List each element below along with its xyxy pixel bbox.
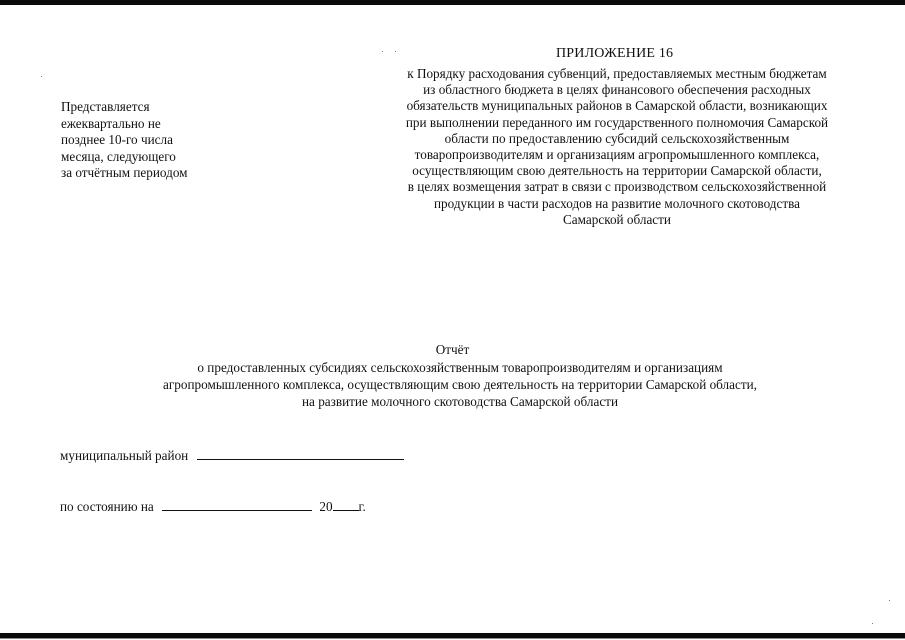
top-border-line (0, 0, 905, 5)
appendix-line: продукции в части расходов на развитие молочного скотоводства (433, 195, 801, 211)
appendix-line: в целях возмещения затрат в связи с производством сельскохозяйственной (407, 179, 827, 195)
report-title: Отчёт (435, 342, 470, 357)
appendix-line: осуществляющим свою деятельность на территории Самарской области, (412, 163, 822, 179)
year-prefix: 20 (319, 499, 333, 514)
date-field-row (60, 497, 366, 515)
scan-speck (395, 51, 396, 52)
submission-note-line: ежеквартально не (61, 115, 161, 131)
appendix-line: при выполнении переданного им государственного полномочия Самарской (405, 114, 829, 130)
appendix-line: области по предоставлению субсидий сельскохозяйственным (444, 130, 790, 146)
appendix-line: обязательств муниципальных районов в Самарской области, возникающих (406, 98, 828, 114)
scan-speck (41, 76, 42, 77)
appendix-line: к Порядку расходования субвенций, предоставляемых местным бюджетам (407, 66, 827, 81)
appendix-description (352, 66, 882, 228)
scan-speck (382, 51, 383, 52)
appendix-line: из областного бюджета в целях финансового обеспечения расходных (423, 82, 811, 98)
scan-speck (889, 600, 890, 601)
submission-note-line: месяца, следующего (61, 148, 176, 164)
report-subtitle-line: о предоставленных субсидиях сельскохозяйственным товаропроизводителям и организациям (197, 360, 723, 375)
submission-note-line: Представляется (61, 99, 150, 114)
date-label: по состоянию на (60, 499, 154, 514)
district-label: муниципальный район (60, 448, 189, 463)
bottom-border-shadow (0, 638, 905, 639)
report-subtitle-line: агропромышленного комплекса, осуществляющим свою деятельность на территории Самарской области, (163, 376, 757, 392)
appendix-line: товаропроизводителям и организациям агропромышленного комплекса, (414, 147, 820, 163)
district-field-row (60, 446, 404, 464)
year-suffix: г. (358, 499, 366, 514)
submission-note (61, 99, 231, 182)
date-input-line[interactable] (162, 497, 312, 511)
scan-speck (872, 623, 873, 624)
submission-note-line: позднее 10-го числа (61, 132, 173, 148)
district-input-line[interactable] (197, 446, 404, 460)
appendix-line: Самарской области (563, 211, 671, 227)
report-subtitle-line: на развитие молочного скотоводства Самарской области (301, 393, 618, 409)
appendix-title: ПРИЛОЖЕНИЕ 16 (556, 46, 674, 61)
year-input-line[interactable] (333, 497, 359, 511)
report-subtitle (60, 360, 860, 410)
submission-note-line: за отчётным периодом (61, 165, 188, 181)
